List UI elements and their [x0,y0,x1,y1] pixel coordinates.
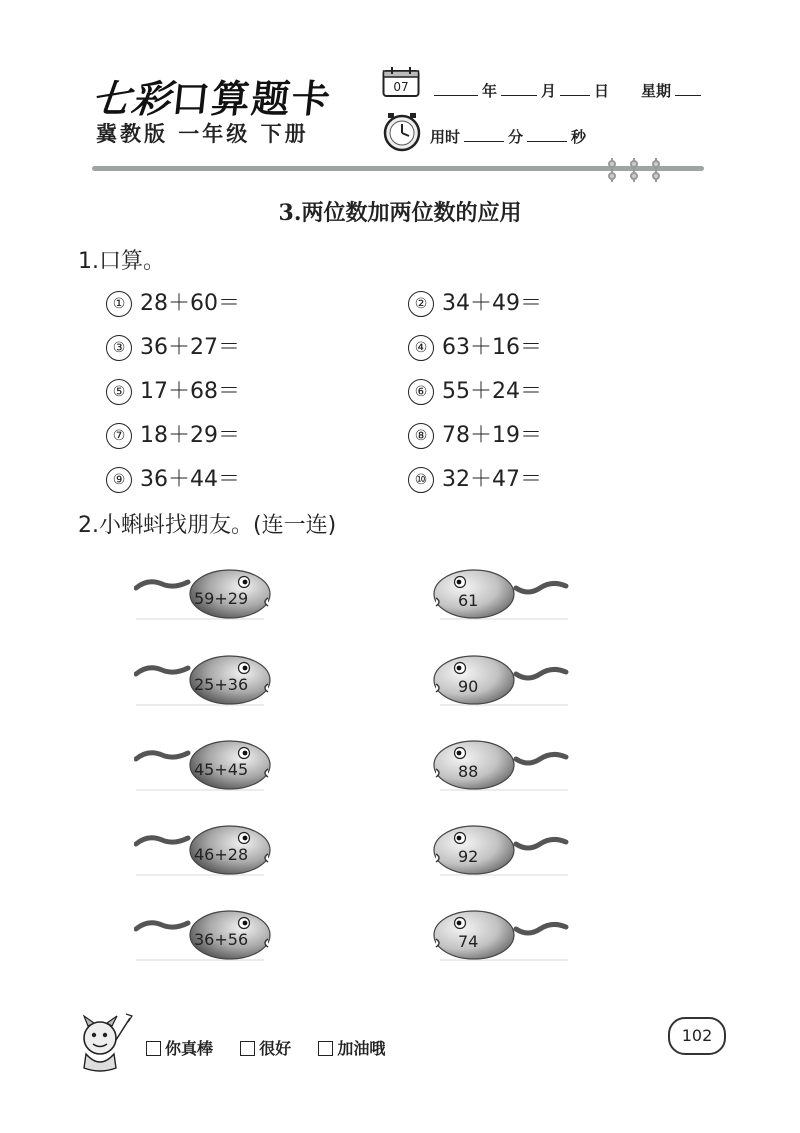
date-line [430,80,705,101]
tadpole-label: 46+28 [194,845,249,864]
mascot-icon [72,1008,136,1074]
tadpole-right[interactable] [420,648,570,706]
clock-icon [382,112,422,152]
tadpole-label: 25+36 [194,675,249,694]
time-line [430,126,586,147]
item-number: ⑨ [106,467,132,493]
item-expression: 36＋44＝ [140,467,240,492]
arithmetic-item [408,286,542,317]
item-number: ① [106,291,132,317]
item-number: ② [408,291,434,317]
item-number: ⑤ [106,379,132,405]
eval-option-good[interactable]: 很好 [240,1039,291,1058]
tadpole-label: 90 [458,677,479,696]
tadpole-left[interactable] [134,903,284,961]
item-number: ⑥ [408,379,434,405]
item-expression: 63＋16＝ [442,335,542,360]
tadpole-left[interactable] [134,818,284,876]
tadpole-label: 45+45 [194,760,249,779]
question1-title: 1.口算。 [78,249,165,274]
page-number: 102 [668,1017,726,1055]
minutes-label: 分 [508,128,524,146]
arithmetic-item [106,286,240,317]
tadpole-icon [420,903,570,961]
tadpole-right[interactable] [420,733,570,791]
item-expression: 78＋19＝ [442,423,542,448]
arithmetic-item [106,330,240,361]
seconds-label: 秒 [571,128,587,146]
item-expression: 34＋49＝ [442,291,542,316]
item-expression: 55＋24＝ [442,379,542,404]
year-label: 年 [482,82,498,100]
day-label: 日 [594,82,610,100]
question2-title: 2.小蝌蚪找朋友。(连一连) [78,513,337,538]
arithmetic-item [408,330,542,361]
tadpole-icon [420,818,570,876]
time-used-label: 用时 [430,128,461,146]
calendar-icon [382,66,420,98]
tadpole-icon [420,648,570,706]
tadpole-left[interactable] [134,733,284,791]
self-evaluation [146,1036,385,1059]
tadpole-left[interactable] [134,562,284,620]
eval-option-great[interactable]: 你真棒 [146,1039,213,1058]
item-number: ⑧ [408,423,434,449]
item-expression: 17＋68＝ [140,379,240,404]
brand-title [89,68,335,123]
tadpole-label: 61 [458,591,479,610]
checkbox-icon[interactable] [240,1041,255,1056]
section-title: 3.两位数加两位数的应用 [278,200,522,226]
tadpole-right[interactable] [420,818,570,876]
month-label: 月 [541,82,557,100]
arithmetic-item [408,462,542,493]
divider-beads [604,156,674,184]
item-expression: 28＋60＝ [140,291,240,316]
item-number: ⑩ [408,467,434,493]
checkbox-icon[interactable] [318,1041,333,1056]
tadpole-label: 92 [458,847,479,866]
item-expression: 36＋27＝ [140,335,240,360]
checkbox-icon[interactable] [146,1041,161,1056]
calendar-number: 07 [393,80,409,94]
tadpole-left[interactable] [134,648,284,706]
arithmetic-item [106,462,240,493]
tadpole-right[interactable] [420,562,570,620]
tadpole-label: 88 [458,762,479,781]
tadpole-label: 74 [458,932,479,951]
brand-part2: 口算题卡 [169,76,335,121]
tadpole-right[interactable] [420,903,570,961]
arithmetic-item [106,418,240,449]
arithmetic-item [106,374,240,405]
tadpole-label: 36+56 [194,930,249,949]
item-number: ⑦ [106,423,132,449]
brand-part1: 七彩 [89,76,175,121]
item-expression: 32＋47＝ [442,467,542,492]
tadpole-icon [420,562,570,620]
arithmetic-item [408,418,542,449]
weekday-label: 星期 [641,82,672,100]
eval-option-keep-going[interactable]: 加油哦 [318,1039,385,1058]
item-number: ④ [408,335,434,361]
arithmetic-item [408,374,542,405]
tadpole-icon [420,733,570,791]
tadpole-label: 59+29 [194,589,249,608]
item-expression: 18＋29＝ [140,423,240,448]
item-number: ③ [106,335,132,361]
edition-label: 冀教版 一年级 下册 [96,122,309,146]
